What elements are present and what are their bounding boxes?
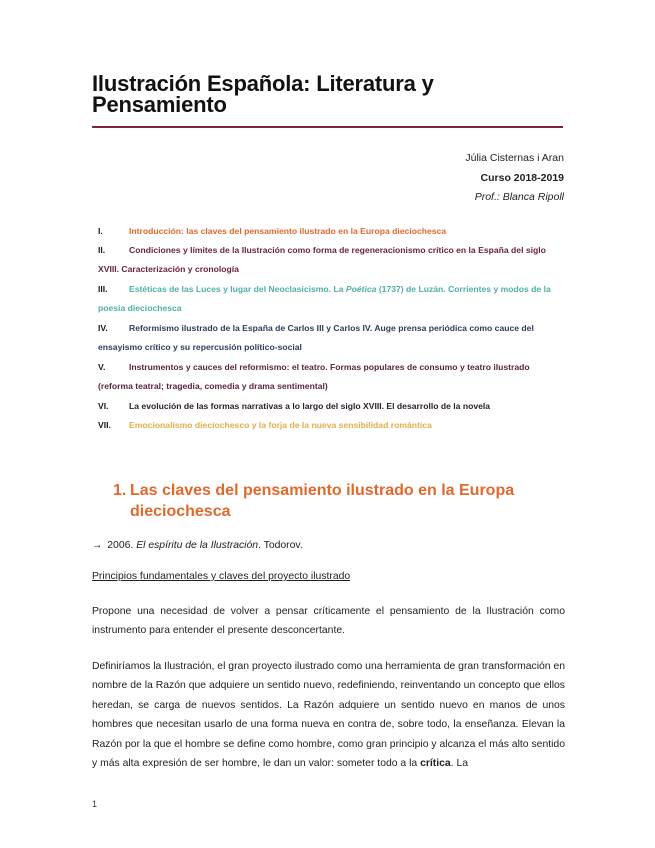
toc-item-4[interactable] [98, 319, 558, 357]
toc-item-text: La evolución de las formas narrativas a lo largo del siglo XVIII. El desarrollo de la novela [129, 401, 491, 411]
toc-item-text: Instrumentos y cauces del reformismo: el teatro. Formas populares de consumo y teatro ilustrado (reforma teatral; tragedia, comedia y drama sentimental) [98, 362, 530, 391]
toc-item-text-part: Estéticas de las Luces y lugar del Neoclasicismo. La [129, 284, 346, 294]
toc-item-text: Condiciones y límites de la Ilustración como forma de regeneracionismo crítico en la España del siglo XVIII. Caracterización y cronología [98, 245, 546, 274]
paragraph-2 [92, 657, 565, 773]
toc-item-1[interactable] [98, 222, 558, 241]
toc-item-6[interactable] [98, 397, 558, 416]
toc-item-number: II. [98, 245, 106, 255]
toc-item-number: IV. [98, 323, 108, 333]
toc-item-text: Reformismo ilustrado de la España de Carlos III y Carlos IV. Auge prensa periódica como cauce del ensayismo crítico y su repercusión político-social [98, 323, 534, 352]
reference-author: . Todorov. [258, 540, 303, 551]
toc-item-number: V. [98, 362, 106, 372]
section-title: Las claves del pensamiento ilustrado en la Europa dieciochesca [130, 482, 515, 520]
toc-item-number: VI. [98, 401, 109, 411]
reference-book-title: El espíritu de la Ilustración [136, 540, 259, 551]
section-number: 1. [113, 482, 127, 499]
document-title [92, 73, 572, 115]
toc-item-2[interactable] [98, 241, 558, 279]
professor-name: Prof.: Blanca Ripoll [474, 191, 564, 203]
title-divider [92, 126, 563, 128]
paragraph-2-text: Definiríamos la Ilustración, el gran proyecto ilustrado como una herramienta de gran transformación en nombre de la Razón que adquiere un sentido nuevo, redefiniendo, reinventando un concepto que ellos heredan, se carga de nuevos sentidos. La Razón adquiere un sentido nuevo en manos de unos hombres que necesitan usarlo de una forma nueva en contra de, sobre todo, la enseñanza. Elevan la Razón por la que el hombre se define como hombre, como gran principio y alcanza el más alto sentido y más alta expresión de ser hombre, le dan un valor: someter todo a la [92, 661, 566, 770]
toc-item-5[interactable] [98, 358, 558, 396]
toc-item-text: Introducción: las claves del pensamiento ilustrado en la Europa dieciochesca [129, 226, 447, 236]
title-line-2: Pensamiento [92, 92, 227, 117]
reference-year: 2006. [107, 540, 134, 551]
toc-item-text-italic: Poética [345, 284, 377, 294]
toc-item-3[interactable] [98, 280, 558, 318]
paragraph-2-bold: crítica [420, 758, 451, 770]
title-line-1: Ilustración Española: Literatura y [92, 71, 434, 96]
toc-item-number: I. [98, 226, 103, 236]
page-number: 1 [92, 799, 98, 809]
course-year: Curso 2018-2019 [480, 172, 564, 184]
author-name: Júlia Cisternas i Aran [465, 152, 564, 164]
toc-item-text [98, 280, 558, 318]
toc-item-number: III. [98, 284, 108, 294]
paragraph-2-tail: . La [450, 758, 469, 770]
reference-line [92, 540, 565, 551]
toc-item-text-part: (1737) de Luzán. Corrientes y modos de la poesía dieciochesca [98, 284, 551, 313]
toc-item-text: Emocionalismo dieciochesco y la forja de la nueva sensibilidad romántica [129, 420, 432, 430]
toc-item-7[interactable] [98, 416, 558, 435]
arrow-icon: → [92, 540, 103, 551]
toc-item-number: VII. [98, 420, 111, 430]
paragraph-1: Propone una necesidad de volver a pensar críticamente el pensamiento de la Ilustración como instrumento para entender el presente desconcertante. [92, 606, 565, 637]
subheading: Principios fundamentales y claves del proyecto ilustrado [92, 571, 351, 582]
